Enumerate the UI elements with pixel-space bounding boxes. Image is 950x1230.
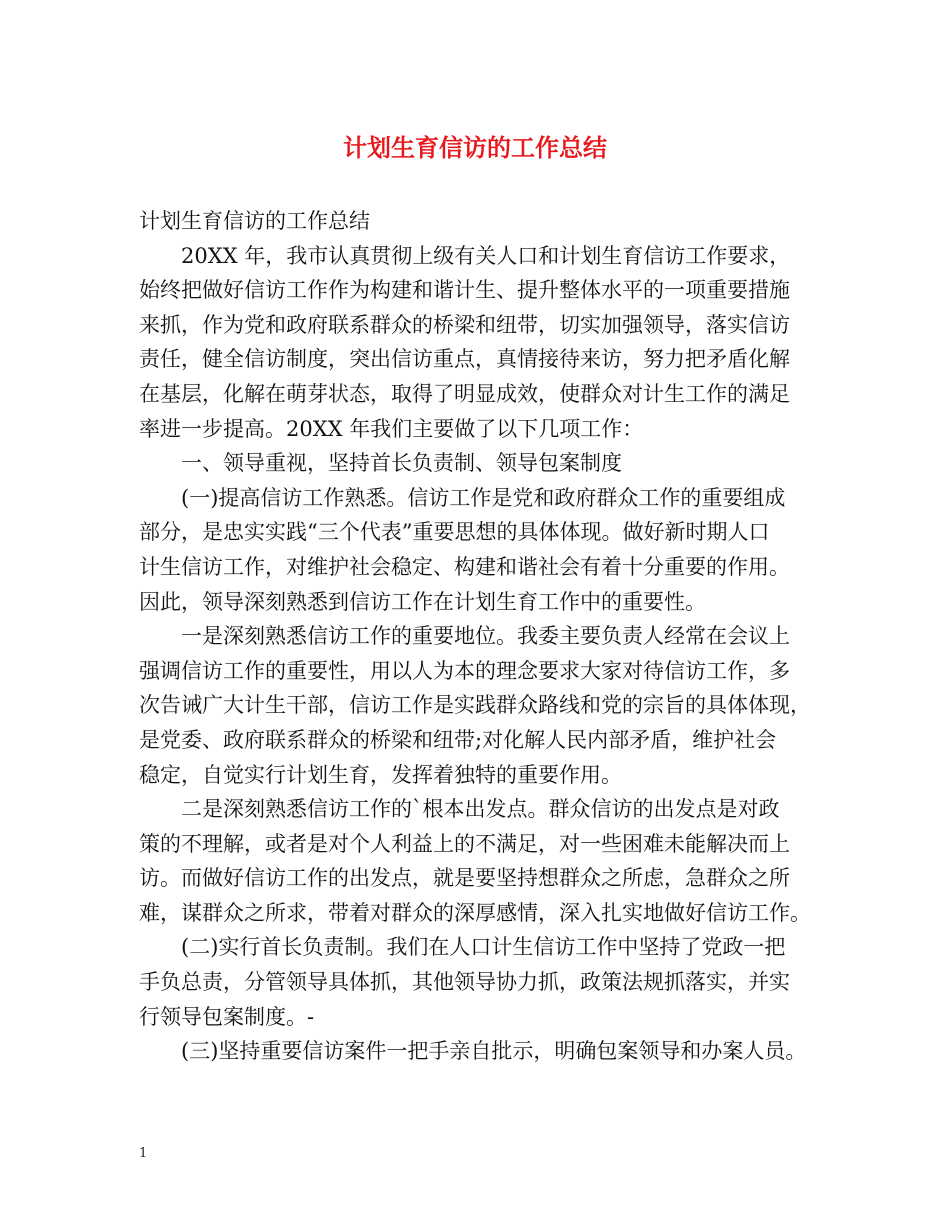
body-line: 部分，是忠实实践“三个代表”重要思想的具体体现。做好新时期人口	[139, 520, 770, 545]
body-line: 责任，健全信访制度，突出信访重点，真情接待来访，努力把矛盾化解	[139, 347, 790, 372]
body-line: 次告诫广大计生干部，信访工作是实践群众路线和党的宗旨的具体体现，	[139, 693, 811, 718]
body-line: 来抓，作为党和政府联系群众的桥梁和纽带，切实加强领导，落实信访	[139, 312, 790, 337]
body-line: 始终把做好信访工作作为构建和谐计生、提升整体水平的一项重要措施	[139, 278, 790, 303]
body-line: 二是深刻熟悉信访工作的`根本出发点。群众信访的出发点是对政	[181, 797, 780, 822]
body-line: 手负总责，分管领导具体抓，其他领导协力抓，政策法规抓落实，并实	[139, 970, 790, 995]
body-line: 因此，领导深刻熟悉到信访工作在计划生育工作中的重要性。	[139, 589, 706, 614]
section-heading: 一、领导重视，坚持首长负责制、领导包案制度	[181, 451, 622, 476]
body-line: 难，谋群众之所求，带着对群众的深厚感情，深入扎实地做好信访工作。	[139, 900, 811, 925]
body-line: 在基层，化解在萌芽状态，取得了明显成效，使群众对计生工作的满足	[139, 381, 790, 406]
document-title: 计划生育信访的工作总结	[343, 134, 607, 162]
body-line: (一)提高信访工作熟悉。信访工作是党和政府群众工作的重要组成	[181, 485, 786, 510]
body-line: 计生信访工作，对维护社会稳定、构建和谐社会有着十分重要的作用。	[139, 554, 790, 579]
body-line: (二)实行首长负责制。我们在人口计生信访工作中坚持了党政一把	[181, 935, 786, 960]
body-line: (三)坚持重要信访案件一把手亲自批示，明确包案领导和办案人员。	[181, 1039, 807, 1064]
body-line: 20XX 年，我市认真贯彻上级有关人口和计划生育信访工作要求，	[181, 243, 791, 268]
body-line: 访。而做好信访工作的出发点，就是要坚持想群众之所虑，急群众之所	[139, 866, 790, 891]
body-line: 率进一步提高。20XX 年我们主要做了以下几项工作：	[139, 416, 644, 441]
body-line: 策的不理解，或者是对个人利益上的不满足，对一些困难未能解决而上	[139, 831, 790, 856]
body-line: 一是深刻熟悉信访工作的重要地位。我委主要负责人经常在会议上	[181, 624, 790, 649]
page-number: 1	[139, 1146, 148, 1161]
body-line: 稳定，自觉实行计划生育，发挥着独特的重要作用。	[139, 762, 622, 787]
document-body	[139, 204, 819, 1069]
body-line: 行领导包案制度。-	[139, 1004, 315, 1029]
body-line: 强调信访工作的重要性，用以人为本的理念要求大家对待信访工作，多	[139, 658, 790, 683]
body-line: 计划生育信访的工作总结	[139, 209, 370, 233]
body-line: 是党委、政府联系群众的桥梁和纽带;对化解人民内部矛盾，维护社会	[139, 727, 777, 752]
